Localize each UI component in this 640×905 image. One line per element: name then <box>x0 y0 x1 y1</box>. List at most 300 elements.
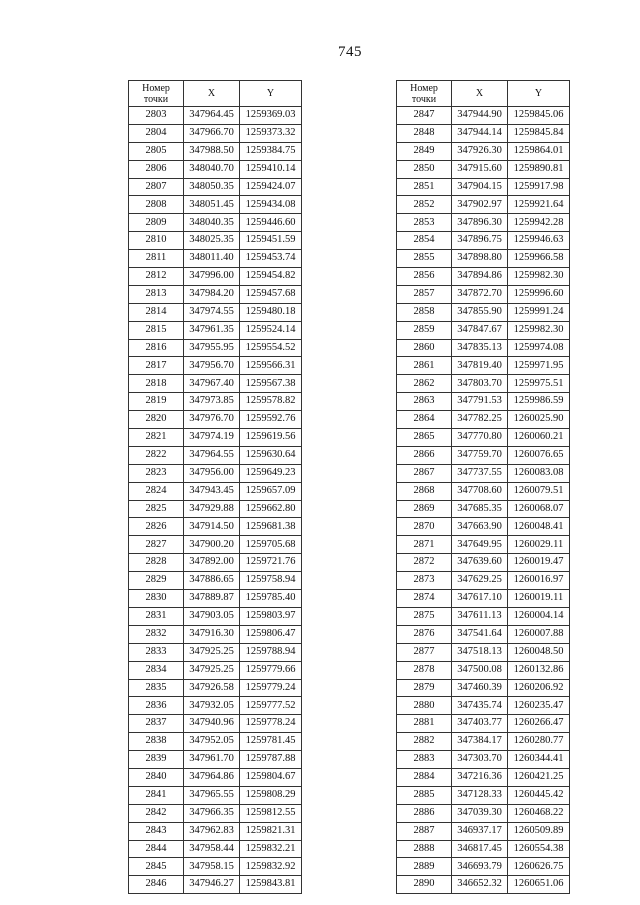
y-cell: 1260048.50 <box>508 643 570 661</box>
x-cell: 347996.00 <box>184 268 240 286</box>
y-cell: 1259451.59 <box>240 232 302 250</box>
point-number-cell: 2866 <box>397 446 452 464</box>
y-cell: 1259971.95 <box>508 357 570 375</box>
x-cell: 347835.13 <box>452 339 508 357</box>
table-row <box>397 285 570 303</box>
y-cell: 1259803.97 <box>240 607 302 625</box>
point-number-cell: 2858 <box>397 303 452 321</box>
point-number-cell: 2815 <box>129 321 184 339</box>
x-cell: 347894.86 <box>452 268 508 286</box>
point-number-cell: 2829 <box>129 572 184 590</box>
y-cell: 1260060.21 <box>508 429 570 447</box>
x-cell: 347892.00 <box>184 554 240 572</box>
table-row <box>397 500 570 518</box>
x-cell: 347898.80 <box>452 250 508 268</box>
x-cell: 348040.35 <box>184 214 240 232</box>
page-number: 745 <box>338 44 362 60</box>
y-cell: 1259845.06 <box>508 107 570 125</box>
table-row <box>397 429 570 447</box>
point-number-cell: 2867 <box>397 464 452 482</box>
point-number-cell: 2838 <box>129 733 184 751</box>
point-number-cell: 2885 <box>397 786 452 804</box>
x-cell: 347944.14 <box>452 124 508 142</box>
table-row <box>397 411 570 429</box>
point-number-cell: 2879 <box>397 679 452 697</box>
coordinates-table-right <box>396 80 570 894</box>
y-cell: 1260421.25 <box>508 768 570 786</box>
y-cell: 1259524.14 <box>240 321 302 339</box>
table-row <box>129 572 302 590</box>
table-row <box>129 357 302 375</box>
point-number-cell: 2860 <box>397 339 452 357</box>
y-cell: 1260132.86 <box>508 661 570 679</box>
table-row <box>129 393 302 411</box>
x-cell: 346937.17 <box>452 822 508 840</box>
x-cell: 347649.95 <box>452 536 508 554</box>
point-number-cell: 2871 <box>397 536 452 554</box>
x-cell: 347925.25 <box>184 643 240 661</box>
point-number-cell: 2880 <box>397 697 452 715</box>
y-cell: 1259966.58 <box>508 250 570 268</box>
table-row <box>129 411 302 429</box>
table-row <box>397 464 570 482</box>
y-cell: 1259942.28 <box>508 214 570 232</box>
y-cell: 1259453.74 <box>240 250 302 268</box>
y-cell: 1259369.03 <box>240 107 302 125</box>
y-cell: 1260029.11 <box>508 536 570 554</box>
x-cell: 347896.30 <box>452 214 508 232</box>
point-number-cell: 2812 <box>129 268 184 286</box>
x-cell: 347889.87 <box>184 590 240 608</box>
table-row <box>129 625 302 643</box>
table-row <box>397 804 570 822</box>
x-cell: 347965.55 <box>184 786 240 804</box>
y-cell: 1259781.45 <box>240 733 302 751</box>
y-cell: 1259592.76 <box>240 411 302 429</box>
x-cell: 348050.35 <box>184 178 240 196</box>
x-cell: 347916.30 <box>184 625 240 643</box>
x-cell: 347940.96 <box>184 715 240 733</box>
y-cell: 1260626.75 <box>508 858 570 876</box>
table-body <box>397 107 570 894</box>
x-cell: 347974.19 <box>184 429 240 447</box>
table-row <box>397 196 570 214</box>
table-row <box>129 661 302 679</box>
y-cell: 1259758.94 <box>240 572 302 590</box>
y-cell: 1259821.31 <box>240 822 302 840</box>
x-cell: 347925.25 <box>184 661 240 679</box>
y-cell: 1259578.82 <box>240 393 302 411</box>
y-cell: 1259788.94 <box>240 643 302 661</box>
y-cell: 1259832.21 <box>240 840 302 858</box>
table-row <box>129 446 302 464</box>
y-cell: 1259778.24 <box>240 715 302 733</box>
y-cell: 1260554.38 <box>508 840 570 858</box>
x-cell: 347974.55 <box>184 303 240 321</box>
y-cell: 1259480.18 <box>240 303 302 321</box>
table-row <box>397 178 570 196</box>
x-cell: 347803.70 <box>452 375 508 393</box>
x-cell: 347541.64 <box>452 625 508 643</box>
table-row <box>397 876 570 894</box>
y-cell: 1259681.38 <box>240 518 302 536</box>
point-number-cell: 2848 <box>397 124 452 142</box>
x-cell: 348025.35 <box>184 232 240 250</box>
table-row <box>397 840 570 858</box>
point-number-cell: 2811 <box>129 250 184 268</box>
table-row <box>397 142 570 160</box>
table-row <box>397 268 570 286</box>
x-cell: 347896.75 <box>452 232 508 250</box>
y-cell: 1259785.40 <box>240 590 302 608</box>
table-row <box>129 339 302 357</box>
x-cell: 347629.25 <box>452 572 508 590</box>
x-cell: 347039.30 <box>452 804 508 822</box>
table-row <box>397 572 570 590</box>
table-row <box>129 303 302 321</box>
y-cell: 1259657.09 <box>240 482 302 500</box>
table-row <box>129 858 302 876</box>
y-cell: 1259554.52 <box>240 339 302 357</box>
x-cell: 347384.17 <box>452 733 508 751</box>
x-header: X <box>184 81 240 107</box>
x-cell: 347958.44 <box>184 840 240 858</box>
point-number-cell: 2853 <box>397 214 452 232</box>
point-number-cell: 2843 <box>129 822 184 840</box>
x-cell: 347926.30 <box>452 142 508 160</box>
x-cell: 347973.85 <box>184 393 240 411</box>
point-number-cell: 2830 <box>129 590 184 608</box>
x-cell: 347976.70 <box>184 411 240 429</box>
x-cell: 347847.67 <box>452 321 508 339</box>
point-number-cell: 2869 <box>397 500 452 518</box>
point-number-cell: 2872 <box>397 554 452 572</box>
y-cell: 1259373.32 <box>240 124 302 142</box>
y-cell: 1260206.92 <box>508 679 570 697</box>
y-cell: 1259921.64 <box>508 196 570 214</box>
x-cell: 347500.08 <box>452 661 508 679</box>
y-cell: 1259662.80 <box>240 500 302 518</box>
x-cell: 347685.35 <box>452 500 508 518</box>
x-cell: 347128.33 <box>452 786 508 804</box>
table-row <box>397 768 570 786</box>
point-number-cell: 2832 <box>129 625 184 643</box>
table-row <box>397 607 570 625</box>
point-number-cell: 2887 <box>397 822 452 840</box>
table-body <box>129 107 302 894</box>
point-number-cell: 2874 <box>397 590 452 608</box>
table-row <box>397 554 570 572</box>
y-cell: 1259982.30 <box>508 321 570 339</box>
point-number-cell: 2837 <box>129 715 184 733</box>
y-cell: 1259812.55 <box>240 804 302 822</box>
x-cell: 347988.50 <box>184 142 240 160</box>
x-cell: 347902.97 <box>452 196 508 214</box>
point-number-cell: 2839 <box>129 751 184 769</box>
table-row <box>397 536 570 554</box>
table-row <box>129 876 302 894</box>
table-row <box>129 786 302 804</box>
y-cell: 1260019.11 <box>508 590 570 608</box>
x-cell: 347782.25 <box>452 411 508 429</box>
y-cell: 1259457.68 <box>240 285 302 303</box>
point-number-cell: 2857 <box>397 285 452 303</box>
table-row <box>129 321 302 339</box>
table-row <box>129 536 302 554</box>
y-cell: 1260068.07 <box>508 500 570 518</box>
point-number-cell: 2808 <box>129 196 184 214</box>
point-number-cell: 2875 <box>397 607 452 625</box>
x-cell: 347966.35 <box>184 804 240 822</box>
y-cell: 1260019.47 <box>508 554 570 572</box>
point-number-cell: 2842 <box>129 804 184 822</box>
x-cell: 347737.55 <box>452 464 508 482</box>
y-cell: 1259890.81 <box>508 160 570 178</box>
table-row <box>397 661 570 679</box>
point-number-cell: 2881 <box>397 715 452 733</box>
table-row <box>397 715 570 733</box>
point-number-header-line1: Номер <box>410 82 438 94</box>
point-number-cell: 2825 <box>129 500 184 518</box>
point-number-cell: 2864 <box>397 411 452 429</box>
y-cell: 1259832.92 <box>240 858 302 876</box>
x-cell: 348040.70 <box>184 160 240 178</box>
point-number-cell: 2873 <box>397 572 452 590</box>
table-row <box>397 858 570 876</box>
table-row <box>129 250 302 268</box>
point-number-cell: 2852 <box>397 196 452 214</box>
point-number-cell: 2868 <box>397 482 452 500</box>
table-row <box>129 733 302 751</box>
y-cell: 1259982.30 <box>508 268 570 286</box>
y-cell: 1259384.75 <box>240 142 302 160</box>
x-cell: 347943.45 <box>184 482 240 500</box>
x-cell: 347961.35 <box>184 321 240 339</box>
x-cell: 347966.70 <box>184 124 240 142</box>
table-row <box>129 196 302 214</box>
table-row <box>397 357 570 375</box>
y-cell: 1259986.59 <box>508 393 570 411</box>
point-number-cell: 2834 <box>129 661 184 679</box>
y-cell: 1259619.56 <box>240 429 302 447</box>
point-number-header-line2: точки <box>411 93 437 105</box>
point-number-cell: 2836 <box>129 697 184 715</box>
point-number-cell: 2845 <box>129 858 184 876</box>
point-number-cell: 2863 <box>397 393 452 411</box>
point-number-cell: 2865 <box>397 429 452 447</box>
point-number-cell: 2844 <box>129 840 184 858</box>
y-cell: 1260048.41 <box>508 518 570 536</box>
y-cell: 1259705.68 <box>240 536 302 554</box>
point-number-cell: 2803 <box>129 107 184 125</box>
point-number-cell: 2877 <box>397 643 452 661</box>
x-cell: 347961.70 <box>184 751 240 769</box>
y-cell: 1260468.22 <box>508 804 570 822</box>
table-row <box>397 160 570 178</box>
x-cell: 347964.55 <box>184 446 240 464</box>
table-row <box>397 107 570 125</box>
x-cell: 347759.70 <box>452 446 508 464</box>
table-row <box>397 518 570 536</box>
x-cell: 347303.70 <box>452 751 508 769</box>
x-cell: 347914.50 <box>184 518 240 536</box>
y-cell: 1259434.08 <box>240 196 302 214</box>
table-row <box>397 446 570 464</box>
y-cell: 1259721.76 <box>240 554 302 572</box>
table-row <box>129 768 302 786</box>
x-cell: 347855.90 <box>452 303 508 321</box>
table-row <box>129 285 302 303</box>
x-cell: 347611.13 <box>452 607 508 625</box>
point-number-cell: 2820 <box>129 411 184 429</box>
x-cell: 347932.05 <box>184 697 240 715</box>
point-number-cell: 2818 <box>129 375 184 393</box>
point-number-cell: 2862 <box>397 375 452 393</box>
x-cell: 347962.83 <box>184 822 240 840</box>
point-number-cell: 2846 <box>129 876 184 894</box>
y-cell: 1259446.60 <box>240 214 302 232</box>
x-cell: 347216.36 <box>452 768 508 786</box>
table-row <box>397 393 570 411</box>
point-number-cell: 2826 <box>129 518 184 536</box>
y-cell: 1259779.24 <box>240 679 302 697</box>
table-row <box>397 751 570 769</box>
x-cell: 347518.13 <box>452 643 508 661</box>
table-row <box>129 840 302 858</box>
y-cell: 1259779.66 <box>240 661 302 679</box>
x-cell: 347403.77 <box>452 715 508 733</box>
x-cell: 347886.65 <box>184 572 240 590</box>
table-row <box>397 339 570 357</box>
point-number-cell: 2888 <box>397 840 452 858</box>
y-cell: 1259808.29 <box>240 786 302 804</box>
x-cell: 347929.88 <box>184 500 240 518</box>
table-row <box>129 554 302 572</box>
y-cell: 1259410.14 <box>240 160 302 178</box>
table-row <box>129 214 302 232</box>
x-cell: 347956.70 <box>184 357 240 375</box>
point-number-header <box>129 81 184 107</box>
y-cell: 1260651.06 <box>508 876 570 894</box>
point-number-cell: 2807 <box>129 178 184 196</box>
y-cell: 1259454.82 <box>240 268 302 286</box>
x-cell: 347791.53 <box>452 393 508 411</box>
y-cell: 1260509.89 <box>508 822 570 840</box>
table-row <box>129 590 302 608</box>
table-row <box>397 697 570 715</box>
point-number-cell: 2817 <box>129 357 184 375</box>
y-cell: 1259845.84 <box>508 124 570 142</box>
x-cell: 347460.39 <box>452 679 508 697</box>
x-cell: 347926.58 <box>184 679 240 697</box>
table-row <box>129 804 302 822</box>
table-row <box>129 160 302 178</box>
point-number-cell: 2878 <box>397 661 452 679</box>
point-number-cell: 2870 <box>397 518 452 536</box>
y-cell: 1259566.31 <box>240 357 302 375</box>
table-row <box>129 142 302 160</box>
y-cell: 1259630.64 <box>240 446 302 464</box>
point-number-cell: 2805 <box>129 142 184 160</box>
table-row <box>397 822 570 840</box>
table-row <box>129 124 302 142</box>
x-cell: 348051.45 <box>184 196 240 214</box>
table-row <box>397 643 570 661</box>
x-cell: 347904.15 <box>452 178 508 196</box>
table-row <box>129 751 302 769</box>
y-cell: 1260007.88 <box>508 625 570 643</box>
x-cell: 347872.70 <box>452 285 508 303</box>
point-number-cell: 2889 <box>397 858 452 876</box>
y-cell: 1260280.77 <box>508 733 570 751</box>
y-cell: 1259806.47 <box>240 625 302 643</box>
point-number-cell: 2833 <box>129 643 184 661</box>
y-cell: 1259777.52 <box>240 697 302 715</box>
point-number-cell: 2821 <box>129 429 184 447</box>
y-cell: 1260076.65 <box>508 446 570 464</box>
table-row <box>129 697 302 715</box>
point-number-cell: 2876 <box>397 625 452 643</box>
point-number-cell: 2804 <box>129 124 184 142</box>
x-cell: 347964.45 <box>184 107 240 125</box>
point-number-cell: 2813 <box>129 285 184 303</box>
y-cell: 1260344.41 <box>508 751 570 769</box>
point-number-header-line2: точки <box>143 93 169 105</box>
y-cell: 1259975.51 <box>508 375 570 393</box>
x-cell: 347617.10 <box>452 590 508 608</box>
coordinates-table-left <box>128 80 302 894</box>
y-cell: 1259649.23 <box>240 464 302 482</box>
table-row <box>129 643 302 661</box>
y-cell: 1260445.42 <box>508 786 570 804</box>
point-number-cell: 2824 <box>129 482 184 500</box>
y-cell: 1260079.51 <box>508 482 570 500</box>
point-number-cell: 2816 <box>129 339 184 357</box>
x-cell: 346652.32 <box>452 876 508 894</box>
y-cell: 1259787.88 <box>240 751 302 769</box>
y-cell: 1259991.24 <box>508 303 570 321</box>
table-row <box>397 733 570 751</box>
table-row <box>397 321 570 339</box>
point-number-cell: 2882 <box>397 733 452 751</box>
x-cell: 347819.40 <box>452 357 508 375</box>
point-number-cell: 2890 <box>397 876 452 894</box>
point-number-cell: 2849 <box>397 142 452 160</box>
x-cell: 348011.40 <box>184 250 240 268</box>
table-row <box>397 232 570 250</box>
point-number-cell: 2856 <box>397 268 452 286</box>
table-row <box>397 590 570 608</box>
table-row <box>129 375 302 393</box>
point-number-cell: 2822 <box>129 446 184 464</box>
x-cell: 347956.00 <box>184 464 240 482</box>
table-row <box>129 518 302 536</box>
table-row <box>397 124 570 142</box>
table-row <box>129 607 302 625</box>
x-cell: 346693.79 <box>452 858 508 876</box>
y-cell: 1259864.01 <box>508 142 570 160</box>
point-number-cell: 2809 <box>129 214 184 232</box>
point-number-cell: 2814 <box>129 303 184 321</box>
point-number-cell: 2886 <box>397 804 452 822</box>
x-cell: 347903.05 <box>184 607 240 625</box>
x-cell: 346817.45 <box>452 840 508 858</box>
point-number-cell: 2854 <box>397 232 452 250</box>
table-header-row <box>397 81 570 107</box>
y-cell: 1259567.38 <box>240 375 302 393</box>
table-row <box>129 822 302 840</box>
y-cell: 1259946.63 <box>508 232 570 250</box>
